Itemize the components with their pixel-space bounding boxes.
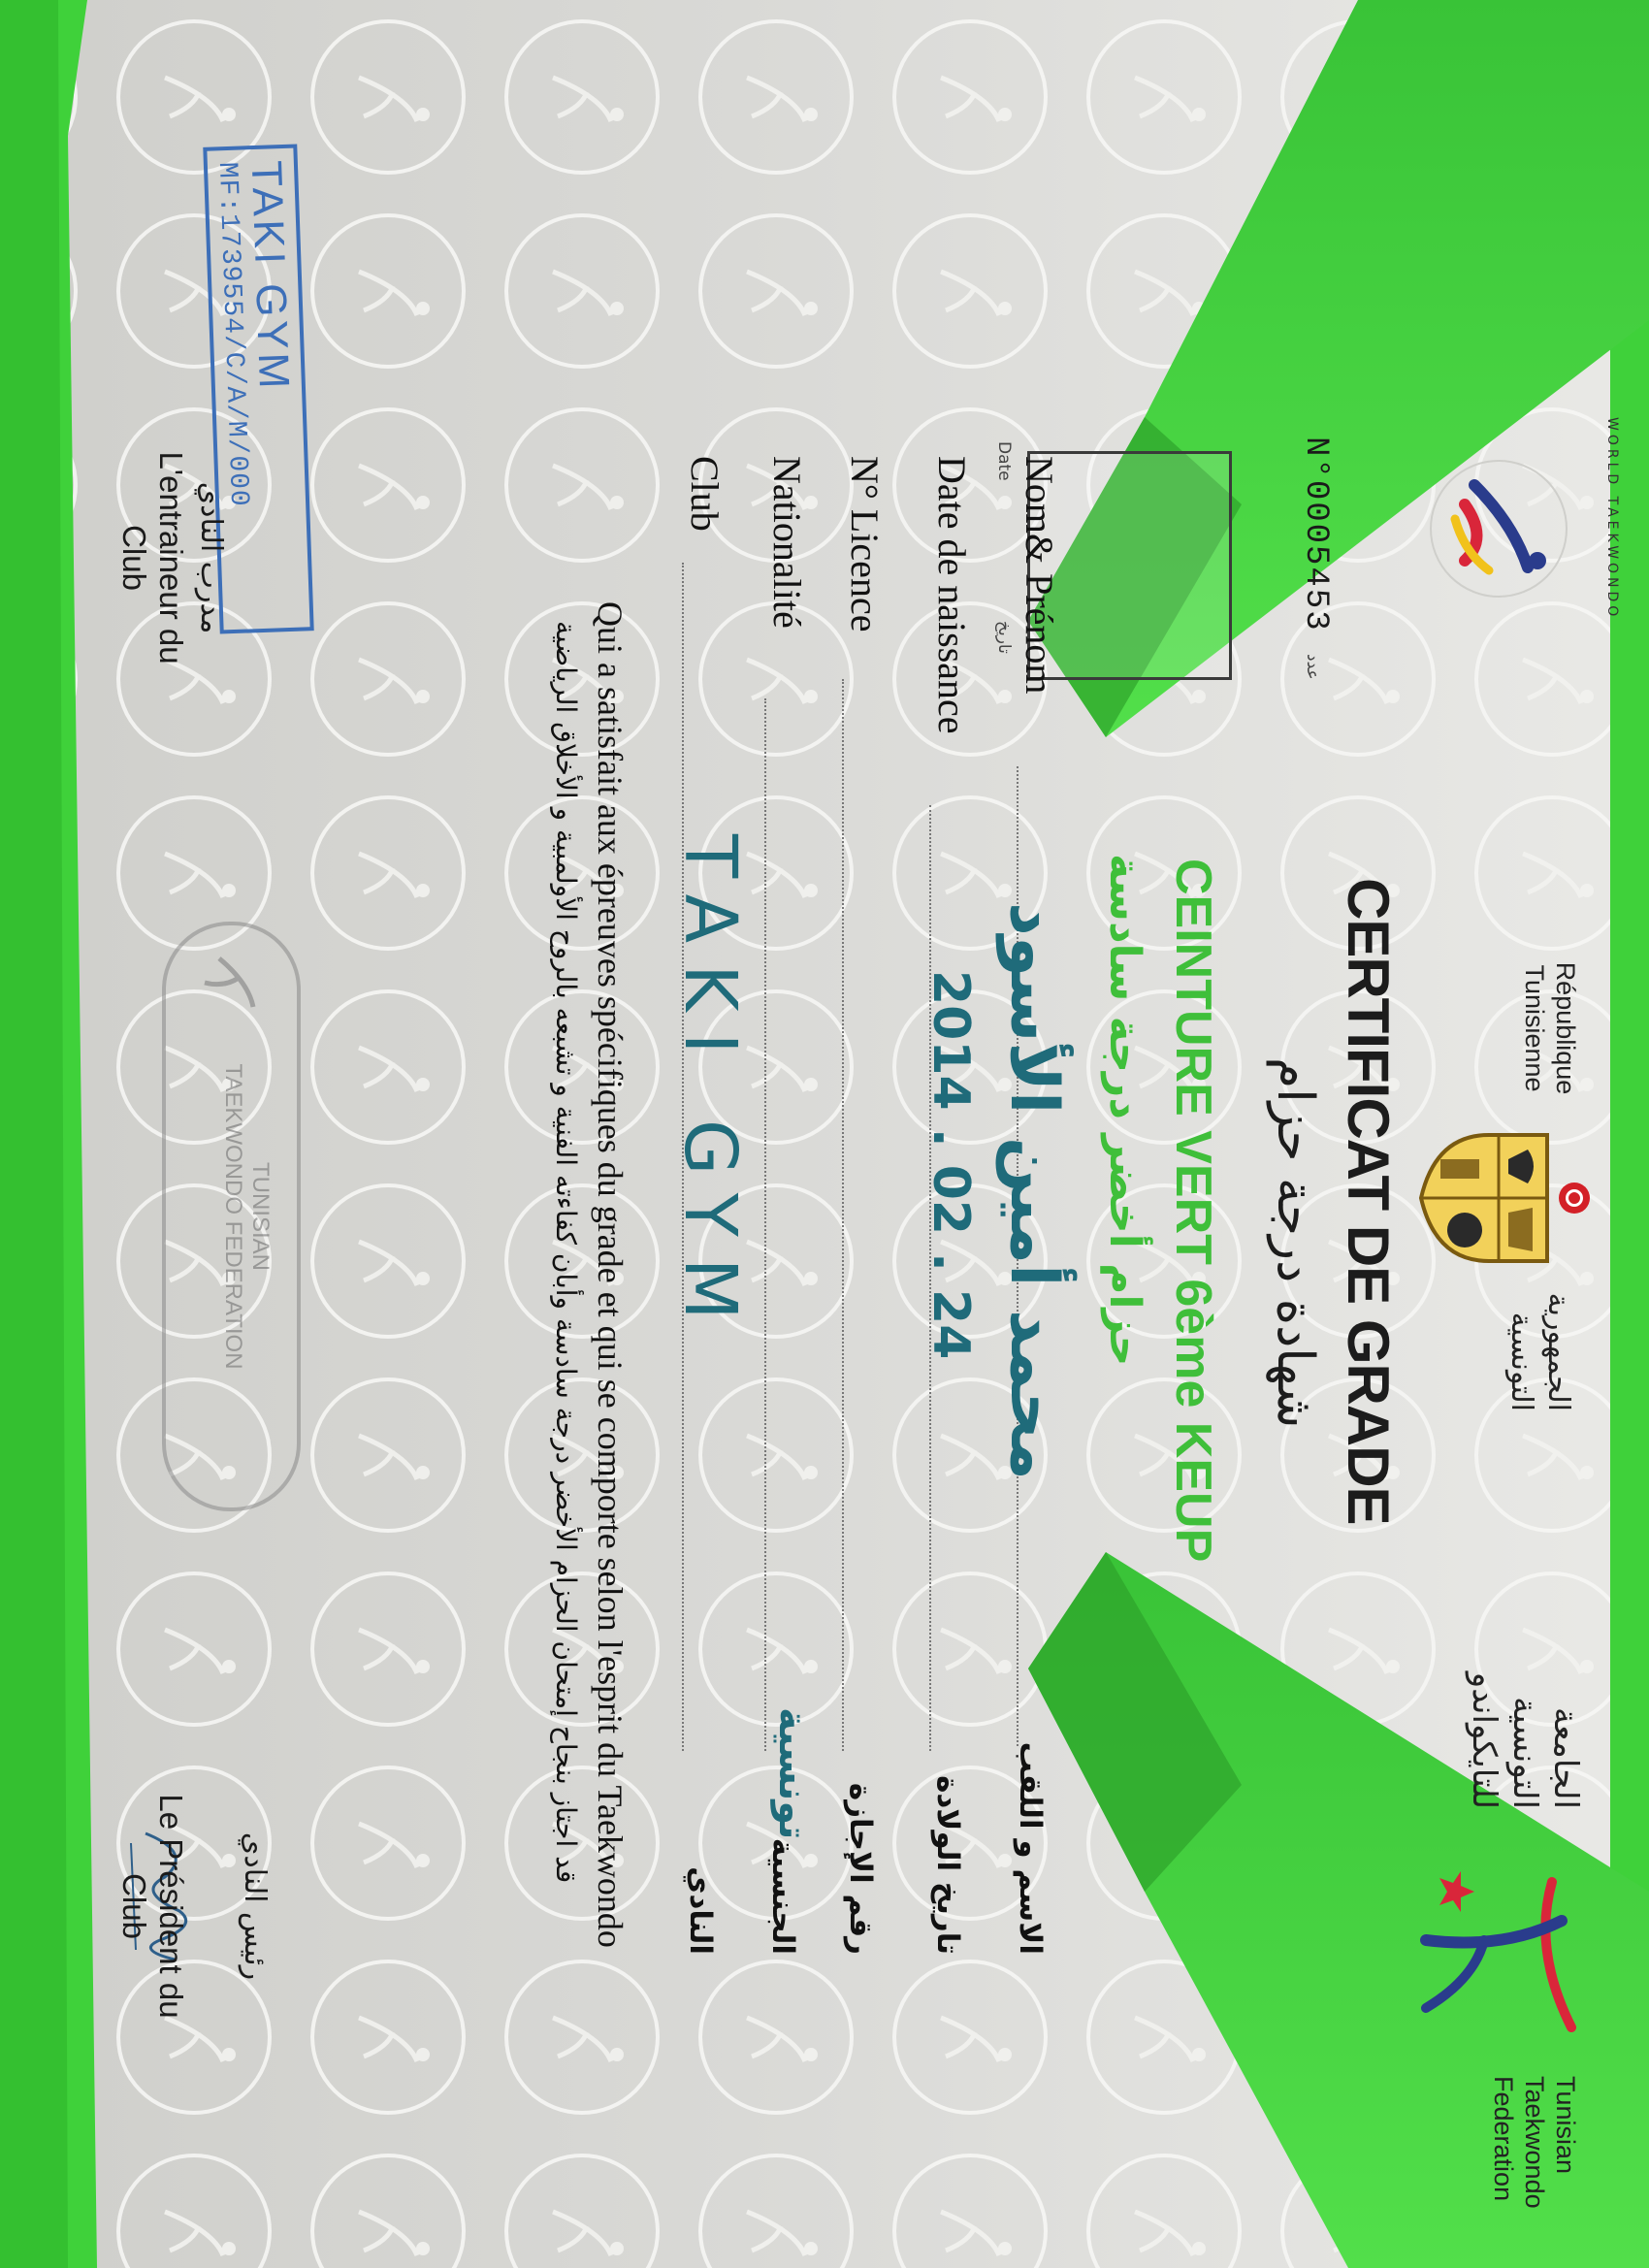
federation-name-en: Tunisian Taekwondo Federation [1489, 2076, 1580, 2209]
field-nationality-label-fr: Nationalité [765, 456, 809, 629]
stamp-taekwondo-icon [200, 949, 268, 1017]
field-licence-label-ar: رقم الإجازة [843, 1782, 878, 1955]
grade-label-ar: حزام أخضر درجة سادسة [1100, 854, 1149, 1367]
serial-value: 0005453 [1297, 479, 1334, 632]
statement-ar: قد اجتاز بنجاح إمتحان الحزام الأخضر درجة سادسة وأبان كفاءته الفنية و تشبعه بالروح الأولمبية و الأخلاق الرياضية [550, 621, 582, 1884]
world-taekwondo-logo [1416, 446, 1581, 611]
world-taekwondo-emblem-icon [1416, 446, 1581, 611]
field-name-label-fr: Nom& Prénom [1018, 456, 1061, 695]
coat-of-arms-icon [1411, 1106, 1596, 1290]
federation-emblem-icon [1416, 1863, 1591, 2047]
photo-date-label-fr: Date [994, 441, 1014, 481]
field-licence-label-fr: N° Licence [843, 456, 887, 632]
club-stamp-name: TAKI GYM [242, 159, 299, 394]
field-club-label-ar: النادي [683, 1866, 718, 1955]
coach-label-fr: L'entraineur du Club [116, 451, 189, 664]
coach-label-ar: مدرب النادي [194, 481, 228, 634]
field-birthdate-label-ar: تاريخ الولادة [930, 1775, 965, 1955]
field-licence-line [842, 679, 844, 1751]
serial-number [1297, 437, 1334, 680]
republic-label-fr: République Tunisienne [1520, 961, 1580, 1095]
club-stamp-mf: MF:1739554/C/A/M/000 [210, 161, 254, 508]
field-name-label-ar: الاسم و اللقب [1013, 1741, 1048, 1955]
field-nationality-value: تونسية [770, 1707, 815, 1840]
certificate-title-fr: CERTIFICAT DE GRADE [1336, 878, 1401, 1525]
federation-stamp-line1: TUNISIAN [247, 1161, 274, 1271]
president-label-ar: رئيس النادي [238, 1831, 272, 1981]
serial-label-ar: عدد [1303, 654, 1322, 680]
statement-fr: Qui a satisfait aux épreuves spécifiques du grade et qui se comporte selon l'esprit du Taekwondo [591, 601, 630, 1948]
certificate-title-ar: شهادة درجة حزام [1266, 1057, 1324, 1429]
field-birthdate-value: 2014 . 02 . 24 [922, 970, 980, 1360]
field-nationality-line [764, 698, 766, 1751]
president-label-fr: Le Président du Club [116, 1794, 189, 2019]
federation-stamp-line2: TAEKWONDO FEDERATION [220, 1063, 246, 1370]
grade-label-fr: CEINTURE VERT 6ème KEUP [1165, 859, 1221, 1563]
field-club-label-fr: Club [683, 456, 727, 532]
world-taekwondo-wordmark: WORLD TAEKWONDO [1604, 417, 1620, 621]
field-nationality-label-ar: الجنسية [765, 1837, 800, 1955]
field-club-value: TAKI GYM [668, 834, 752, 1342]
field-name-value: محمد أمين الأسود [995, 902, 1072, 1481]
field-birthdate-label-fr: Date de naissance [930, 456, 974, 734]
federation-stamp [162, 922, 301, 1511]
tunisia-coat-of-arms [1411, 1106, 1596, 1290]
photo-date-label-ar: تاريخ [994, 621, 1014, 654]
federation-name-ar: الجامعة التونسية للتايكواندو [1465, 1671, 1585, 1809]
federation-stamp-logo [200, 949, 268, 1017]
federation-logo [1416, 1863, 1591, 2047]
serial-prefix: N° [1297, 437, 1334, 480]
republic-label-ar: الجمهورية التونسية [1504, 1292, 1575, 1411]
